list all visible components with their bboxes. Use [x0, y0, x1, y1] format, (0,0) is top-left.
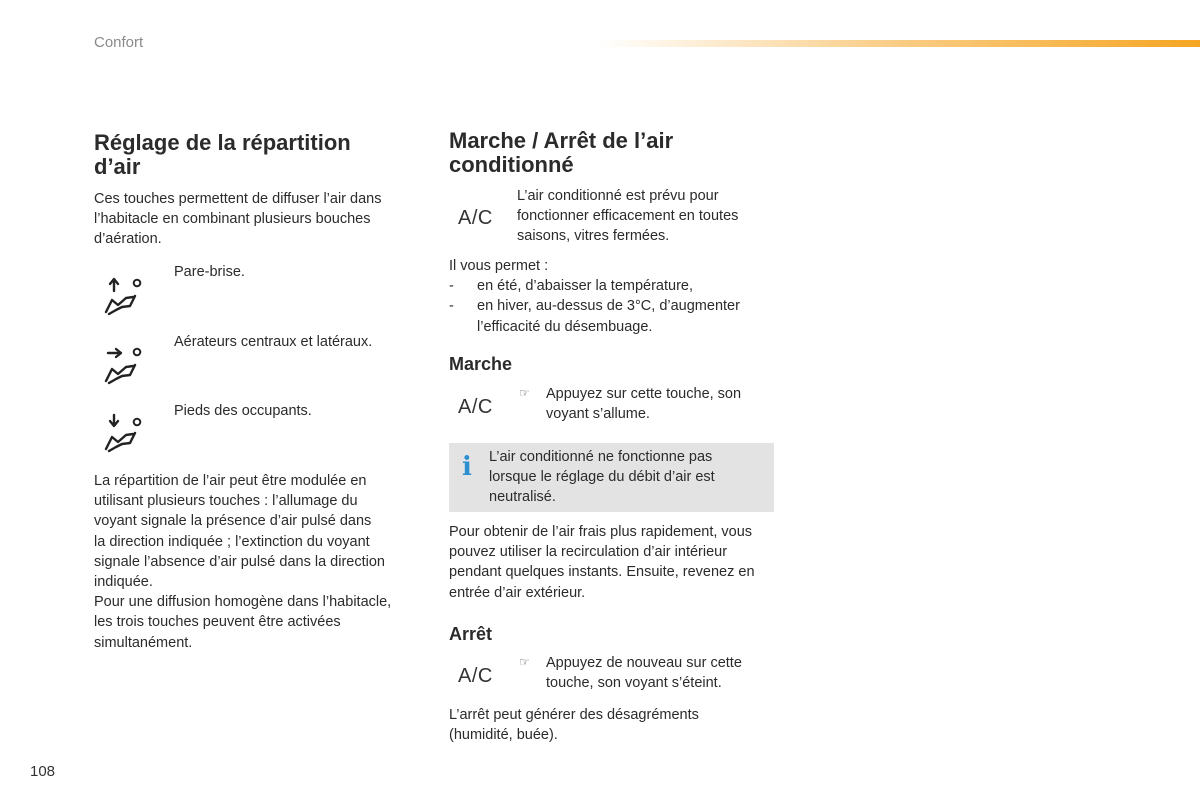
text-line: fonctionner efficacement en toutes: [517, 208, 739, 225]
marche-text: [546, 384, 776, 424]
left-title-line-2: d’air: [94, 154, 141, 179]
ac-button-icon: A/C: [458, 665, 493, 687]
info-icon: i: [462, 452, 472, 482]
text-line: l’habitacle en combinant plusieurs bouches: [94, 211, 371, 228]
list-item: [449, 276, 779, 296]
text-line: lorsque le réglage du débit d’air est: [489, 469, 715, 486]
ac-button-icon: A/C: [458, 207, 493, 229]
list-item-text: en hiver, au-dessus de 3°C, d’augmenter: [477, 298, 740, 315]
text-line: d’aération.: [94, 231, 162, 248]
list-dash: -: [449, 278, 454, 295]
text-line: Ces touches permettent de diffuser l’air dans: [94, 191, 382, 207]
text-line: touche, son voyant s’éteint.: [546, 675, 722, 692]
arret-text: [546, 653, 776, 693]
permet-block: [449, 256, 779, 337]
option-label-feet: Pieds des occupants.: [174, 403, 312, 419]
marche-heading: [449, 354, 512, 375]
option-label-windscreen: Pare-brise.: [174, 264, 245, 280]
seat-airflow-down-icon: [100, 411, 146, 455]
right-title: [449, 129, 673, 177]
text-line: saisons, vitres fermées.: [517, 228, 670, 245]
text-line: signale l’absence d’air pulsé dans la direction: [94, 553, 385, 570]
permet-label: Il vous permet :: [449, 258, 549, 274]
left-title: [94, 131, 351, 179]
seat-airflow-forward-icon: [100, 343, 146, 387]
text-line: voyant s’allume.: [546, 406, 650, 423]
list-item-text: l’efficacité du désembuage.: [477, 318, 653, 335]
left-body: [94, 471, 424, 653]
text-line: Appuyez de nouveau sur cette: [546, 655, 742, 671]
right-intro: [517, 186, 777, 247]
list-item-text: en été, d’abaisser la température,: [477, 278, 694, 295]
text-line: pendant quelques instants. Ensuite, revenez en: [449, 564, 755, 581]
text-line: les trois touches peuvent être activées: [94, 614, 341, 631]
text-line: (humidité, buée).: [449, 727, 558, 744]
text-line: L’air conditionné est prévu pour: [517, 188, 719, 204]
list-dash: -: [449, 298, 454, 315]
text-line: Pour obtenir de l’air frais plus rapidement, vous: [449, 524, 753, 540]
final-text: [449, 705, 779, 745]
text-line: L’air conditionné ne fonctionne pas: [489, 449, 713, 465]
marche-title: Marche: [449, 354, 513, 374]
info-text: [489, 447, 769, 508]
option-label-vents: Aérateurs centraux et latéraux.: [174, 334, 373, 350]
pointing-hand-icon: ☞: [519, 655, 530, 669]
right-title-line-1: Marche / Arrêt de l’air: [449, 128, 674, 153]
text-line: entrée d’air extérieur.: [449, 584, 586, 601]
list-item: [449, 296, 779, 336]
text-line: Appuyez sur cette touche, son: [546, 386, 742, 402]
text-line: L’arrêt peut générer des désagréments: [449, 707, 699, 723]
header-accent-bar: [600, 40, 1200, 47]
ac-button-icon: A/C: [458, 396, 493, 418]
seat-airflow-up-icon: [100, 274, 146, 318]
arret-heading: [449, 624, 492, 645]
recirc-text: [449, 522, 779, 603]
text-line: pouvez utiliser la recirculation d’air intérieur: [449, 544, 728, 561]
arret-title: Arrêt: [449, 624, 493, 644]
left-intro: [94, 189, 424, 250]
text-line: la direction indiquée ; l’extinction du voyant: [94, 533, 370, 550]
page-number: 108: [30, 763, 56, 780]
section-label: Confort: [94, 34, 144, 51]
pointing-hand-icon: ☞: [519, 386, 530, 400]
left-title-line-1: Réglage de la répartition: [94, 130, 351, 155]
text-line: La répartition de l’air peut être modulée en: [94, 473, 367, 489]
text-line: simultanément.: [94, 634, 193, 651]
text-line: indiquée.: [94, 574, 153, 591]
text-line: utilisant plusieurs touches : l’allumage du: [94, 493, 358, 510]
text-line: neutralisé.: [489, 489, 556, 506]
right-title-line-2: conditionné: [449, 152, 574, 177]
text-line: Pour une diffusion homogène dans l’habitacle,: [94, 594, 392, 611]
text-line: voyant signale la présence d’air pulsé dans: [94, 513, 372, 530]
